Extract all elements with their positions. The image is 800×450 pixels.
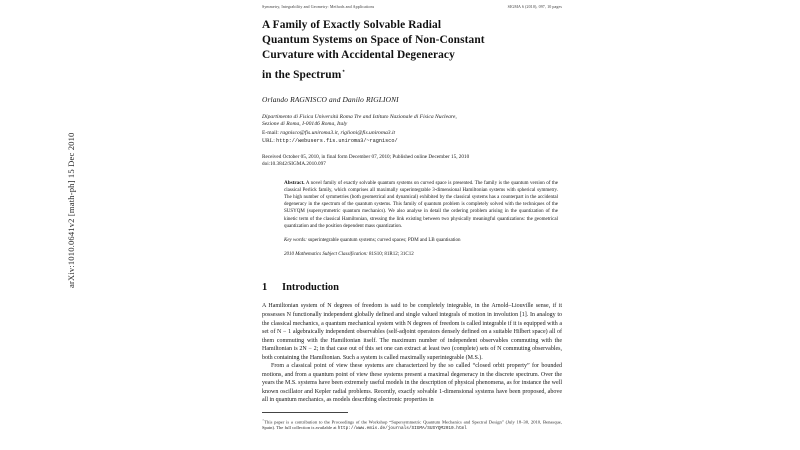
section-title: Introduction: [282, 282, 339, 294]
keywords-label: Key words:: [284, 238, 307, 244]
abstract-block: [284, 180, 558, 230]
abstract-text: A novel family of exactly solvable quantum systems on curved space is presented. The family is the quantum version of the classical Perlick family, which comprises all maximally superintegrable 3-dimensional Hamiltonian systems with spherical symmetry. The high number of symmetries (both geometrical and dynamical) exhibited by the classical systems has a counterpart in the accidental degeneracy in the spectrum of the quantum systems. This family of quantum problem is completely solved with the techniques of the SUSYQM (supersymmetric quantum mechanics). We also analyse in detail the ordering problem arising in the quantization of the kinetic term of the classical Hamiltonian, stressing the link existing between two physically meaningful quantizations: the geometrical quantization and the position dependent mass quantization.: [284, 180, 558, 229]
footnote-rule: [262, 412, 348, 413]
email-label: E-mail:: [262, 130, 279, 137]
url-label: URL:: [262, 138, 275, 144]
footnote-marker: ⋆: [262, 417, 265, 422]
page-title: [262, 18, 562, 83]
affiliation: [262, 114, 562, 130]
abstract-heading: Abstract.: [284, 179, 305, 186]
keywords-value: superintegrable quantum systems; curved spaces; PDM and LB quantisation: [306, 238, 461, 244]
url-line: [262, 138, 562, 146]
journal-name: Symmetry, Integrability and Geometry: Methods and Applications: [262, 4, 375, 9]
footnote-text: This paper is a contribution to the Proceedings of the Workshop “Supersymmetric Quantum Mechanics and Spectral Design” (July 18–30, 2010, Benasque, Spain). The full collection is available at: [262, 419, 562, 431]
msc-block: [284, 251, 558, 258]
title-footnote-marker: ⋆: [341, 66, 346, 75]
title-line-2: Quantum Systems on Space of Non-Constant: [262, 34, 485, 47]
paper-column: [262, 0, 562, 450]
arxiv-stamp-area: [0, 0, 246, 450]
email-value[interactable]: ragnisco@fis.uniroma3.it, riglioni@fis.uniroma3.it: [280, 130, 396, 137]
journal-header: [262, 0, 562, 9]
footnote-url[interactable]: http://www.emis.de/journals/SIGMA/SUSYQM2010.html: [337, 426, 467, 432]
footnote-block: [262, 417, 562, 433]
author-list: Orlando RAGNISCO and Danilo RIGLIONI: [262, 94, 399, 104]
body-paragraph-2: From a classical point of view these systems are characterized by the so called “closed orbit property” for bounded motions, and from a quantum point of view these systems present a maximal degeneracy in the discrete spectrum. Over the years the M.S. systems have been extremely useful models in the description of physical phenomena, as for instance the well known oscillator and Kepler radial problems. Recently, exactly solvable 1-dimensional systems have been proposed, above all in quantum mechanics, as models describing electronic properties in: [262, 363, 562, 404]
keywords-block: [284, 237, 558, 244]
affiliation-line-1: Dipartimento di Fisica Università Roma Tre and Istituto Nazionale di Fisica Nucleare,: [262, 113, 457, 120]
body-paragraph-1: A Hamiltonian system of N degrees of freedom is said to be completely integrable, in the Arnold–Liouville sense, if it possesses N functionally independent globally defined and single valued integrals of motion in involution [1]. In analogy to the classical mechanics, a quantum mechanical system with N degrees of freedom is called integrable if it is equipped with a set of N − 1 algebraically independent observables (self-adjoint operators densely defined on a suitable Hilbert space) all of them commuting with the Hamiltonian itself. The maximum number of independent observables commuting with the Hamiltonian is 2N − 2; in that case out of this set one can extract at least two (complete) sets of N commuting observables, both containing the Hamiltonian. Such a system is called maximally superintegrable (M.S.).: [262, 303, 562, 361]
title-line-3: Curvature with Accidental Degeneracy: [262, 49, 455, 62]
title-line-4-text: in the Spectrum: [262, 68, 342, 81]
journal-citation: SIGMA 6 (2010), 097, 10 pages: [507, 4, 562, 9]
contact-block: [262, 130, 562, 146]
title-line-1: A Family of Exactly Solvable Radial: [262, 19, 442, 31]
affiliation-line-2: Sezione di Roma, I-00146 Roma, Italy: [262, 121, 348, 128]
section-heading-introduction: [262, 282, 562, 293]
arxiv-identifier-stamp: arXiv:1010.0641v2 [math-ph] 15 Dec 2010: [66, 132, 76, 288]
msc-value: 81S10; 81R12; 31C12: [367, 252, 414, 258]
received-line: Received October 05, 2010, in final form December 07, 2010; Published online December 15, 2010: [262, 153, 470, 160]
section-number: 1: [262, 282, 268, 294]
url-value[interactable]: http://webusers.fis.uniroma3/~ragnisco/: [276, 138, 398, 144]
publication-dates: [262, 154, 562, 169]
title-line-4: [262, 64, 562, 83]
doi-line[interactable]: doi:10.3842/SIGMA.2010.097: [262, 161, 326, 168]
msc-label: 2010 Mathematics Subject Classification:: [284, 252, 368, 258]
email-line: [262, 130, 562, 138]
